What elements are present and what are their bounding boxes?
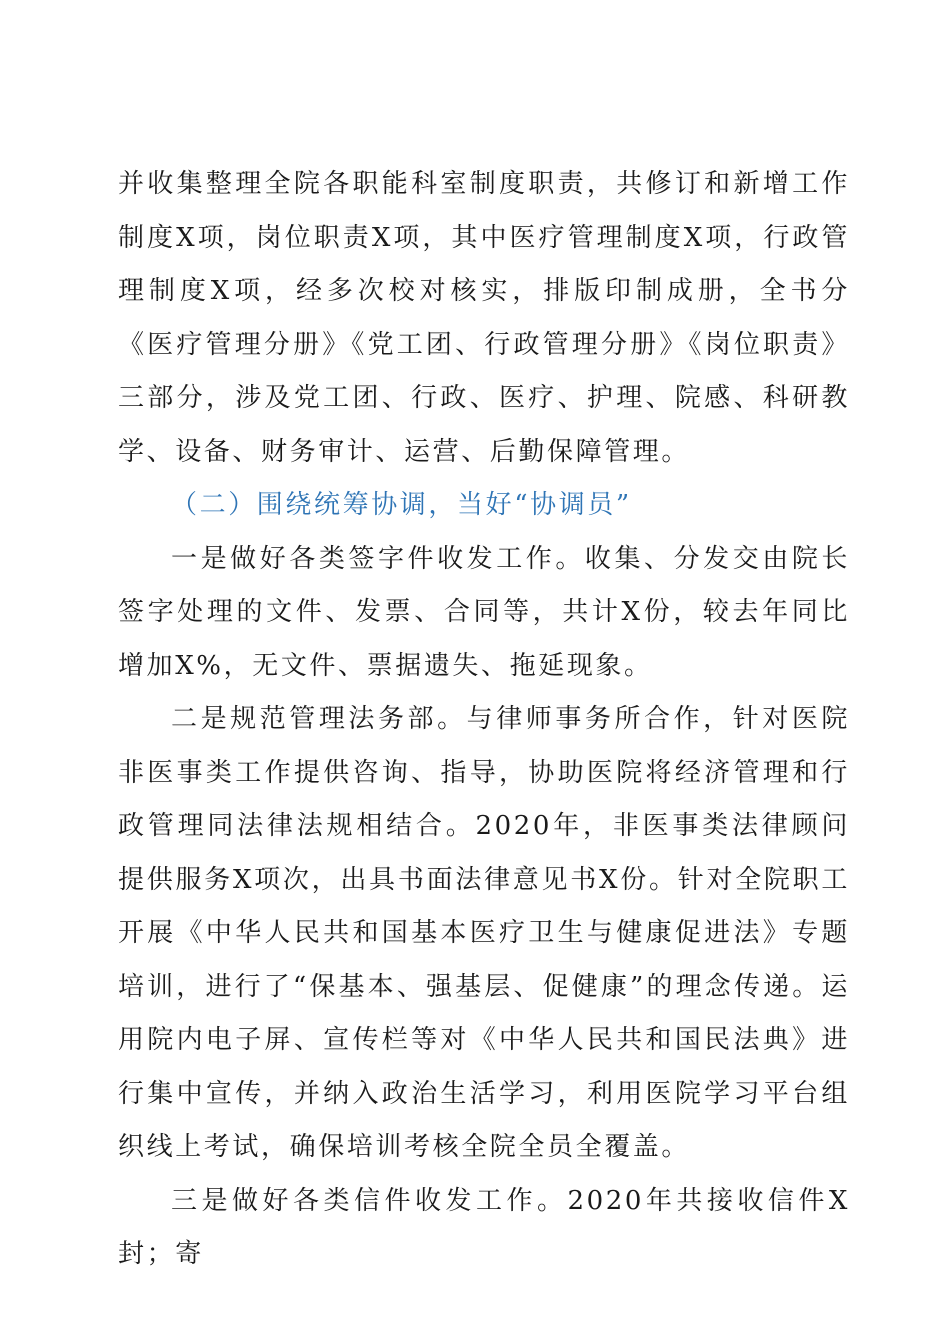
paragraph-item-1: 一是做好各类签字件收发工作。收集、分发交由院长签字处理的文件、发票、合同等，共计X份，较去年同比增加X%，无文件、票据遗失、拖延现象。 [118, 543, 850, 681]
paragraph-item-3: 三是做好各类信件收发工作。2020年共接收信件X封；寄 [118, 1185, 850, 1269]
section-heading: （二）围绕统筹协调，当好“协调员” [171, 490, 632, 520]
document-body [118, 158, 850, 1282]
paragraph-continuation: 并收集整理全院各职能科室制度职责，共修订和新增工作制度X项，岗位职责X项，其中医疗管理制度X项，行政管理制度X项，经多次校对核实，排版印制成册，全书分《医疗管理分册》《党工团、行政管理分册》《岗位职责》三部分，涉及党工团、行政、医疗、护理、院感、科研教学、设备、财务审计、运营、后勤保障管理。 [118, 169, 850, 467]
paragraph-item-2: 二是规范管理法务部。与律师事务所合作，针对医院非医事类工作提供咨询、指导，协助医院将经济管理和行政管理同法律法规相结合。2020年，非医事类法律顾问提供服务X项次，出具书面法律意见书X份。针对全院职工开展《中华人民共和国基本医疗卫生与健康促进法》专题培训，进行了“保基本、强基层、促健康”的理念传递。运用院内电子屏、宣传栏等对《中华人民共和国民法典》进行集中宣传，并纳入政治生活学习，利用医院学习平台组织线上考试，确保培训考核全院全员全覆盖。 [118, 704, 850, 1162]
